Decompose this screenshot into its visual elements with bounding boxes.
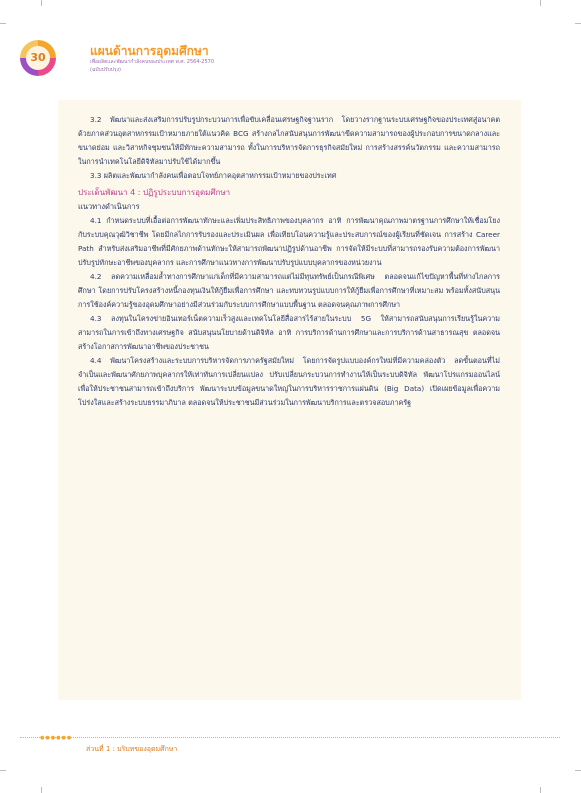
paragraph-4-4: 4.4 พัฒนาโครงสร้างและระบบการบริหารจัดการภาครัฐสมัยใหม่ โดยการจัดรูปแบบองค์กรใหม่ที่มีความคล่องตัว ลดขั้นตอนที่ไม่จำเป็นและพัฒนาศักยภาพบุคลากรให้เท่าทันการเปลี่ยนแปลง ปรับเปลี่ยนกระบวนการทำงานให้เป็นระบบดิจิทัล พัฒนาโปรแกรมออนไลน์เพื่อให้ประชาชนสามารถเข้าถึงบริการ พัฒนาระบบข้อมูลขนาดใหญ่ในการบริหารราชการแผ่นดิน (Big Data) เปิดเผยข้อมูลเพื่อความโปร่งใสและสร้างระบบธรรมาภิบาล ตลอดจนให้ประชาชนมีส่วนร่วมในการพัฒนาบริการและตรวจสอบภาครัฐ <box>78 356 500 407</box>
header-subtitle-revised: (ฉบับปรับปรุง) <box>90 67 121 73</box>
page-number-badge <box>20 40 56 76</box>
approach-heading: แนวทางดำเนินการ <box>78 202 140 211</box>
crop-mark <box>575 23 581 24</box>
paragraph-4-1: 4.1 กำหนดระบบที่เอื้อต่อการพัฒนาทักษะและเพิ่มประสิทธิภาพของบุคลากร อาทิ การพัฒนาคุณภาพมาตรฐานการศึกษาให้เชื่อมโยงกับระบบคุณวุฒิวิชาชีพ โดยมีกลไกการรับรองและประเมินผล เพื่อเทียบโอนความรู้และประสบการณ์ของผู้เรียนที่ชัดเจน การสร้าง Career Path สำหรับส่งเสริมอาชีพที่มีศักยภาพด้านทักษะให้สามารถพัฒนาปฏิรูปด้านอาชีพ การจัดให้มีระบบที่สามารถรองรับความต้องการพัฒนาปรับรูปทักษะอาชีพของบุคลากร และการศึกษาแนวทางการพัฒนาปรับรูปแบบบุคลากรของหน่วยงาน <box>78 216 500 267</box>
issue-heading: ประเด็นพัฒนา 4 : ปฏิรูประบบการอุดมศึกษา <box>78 188 231 197</box>
footer-dots-icon: ●●●●●● <box>40 735 73 741</box>
page-header <box>20 40 320 84</box>
page-number: 30 <box>26 46 50 70</box>
crop-mark <box>0 770 6 771</box>
footer-divider <box>20 737 560 738</box>
paragraph-3-3: 3.3 ผลิตและพัฒนากำลังคนเพื่อตอบโจทย์ภาคอุตสาหกรรมเป้าหมายของประเทศ <box>90 171 337 180</box>
paragraph-4-2: 4.2 ลดความเหลื่อมล้ำทางการศึกษาแก่เด็กที่มีความสามารถแต่ไม่มีทุนทรัพย์เป็นกรณีพิเศษ ตลอดจนแก้ไขปัญหาพื้นที่ห่างไกลการศึกษา โดยการปรับโครงสร้างหนี้กองทุนเงินให้กู้ยืมเพื่อการศึกษา และทบทวนรูปแบบการให้กู้ยืมเพื่อการศึกษาที่เหมาะสม พร้อมทั้งสนับสนุนการใช้องค์ความรู้ของอุดมศึกษาอย่างมีส่วนร่วมกับระบบการศึกษาแบบพื้นฐาน ตลอดจนคุณภาพการศึกษา <box>78 272 500 309</box>
crop-mark <box>0 23 6 24</box>
crop-mark <box>41 787 42 793</box>
header-subtitle: เพื่อผลิตและพัฒนากำลังคนของประเทศ พ.ศ. 2564-2570 <box>90 59 215 65</box>
header-title: แผนด้านการอุดมศึกษา <box>90 44 209 58</box>
page-footer <box>0 735 581 755</box>
paragraph-4-3: 4.3 ลงทุนในโครงข่ายอินเทอร์เน็ตความเร็วสูงและเทคโนโลยีสื่อสารไร้สายในระบบ 5G ให้สามารถสนับสนุนการเรียนรู้ในความสามารถในการเข้าถึงทางเศรษฐกิจ สนับสนุนนโยบายด้านดิจิทัล อาทิ การบริการด้านการศึกษาและการบริการด้านสาธารณสุข ตลอดจนสร้างโอกาสการพัฒนาอาชีพของประชาชน <box>78 314 500 351</box>
footer-section-label: ส่วนที่ 1 : บริบทของอุดมศึกษา <box>86 745 178 753</box>
paragraph-3-2: 3.2 พัฒนาและส่งเสริมการปรับรูปกระบวนการเพื่อขับเคลื่อนเศรษฐกิจฐานราก โดยวางรากฐานระบบเศรษฐกิจของประเทศสู่อนาคตด้วยภาคส่วนอุตสาหกรรมเป้าหมายภายใต้แนวคิด BCG สร้างกลไกสนับสนุนการพัฒนาขีดความสามารถของผู้ประกอบการขนาดกลางและขนาดย่อม และวิสาหกิจชุมชนให้มีทักษะความสามารถ ทั้งในการบริหารจัดการธุรกิจสมัยใหม่ การสร้างสรรค์นวัตกรรม และความสามารถในการนำเทคโนโลยีดิจิทัลมาปรับใช้ได้มากขึ้น <box>78 115 500 166</box>
crop-mark <box>41 0 42 6</box>
crop-mark <box>540 0 541 6</box>
crop-mark <box>575 770 581 771</box>
crop-mark <box>540 787 541 793</box>
document-body <box>78 113 500 410</box>
